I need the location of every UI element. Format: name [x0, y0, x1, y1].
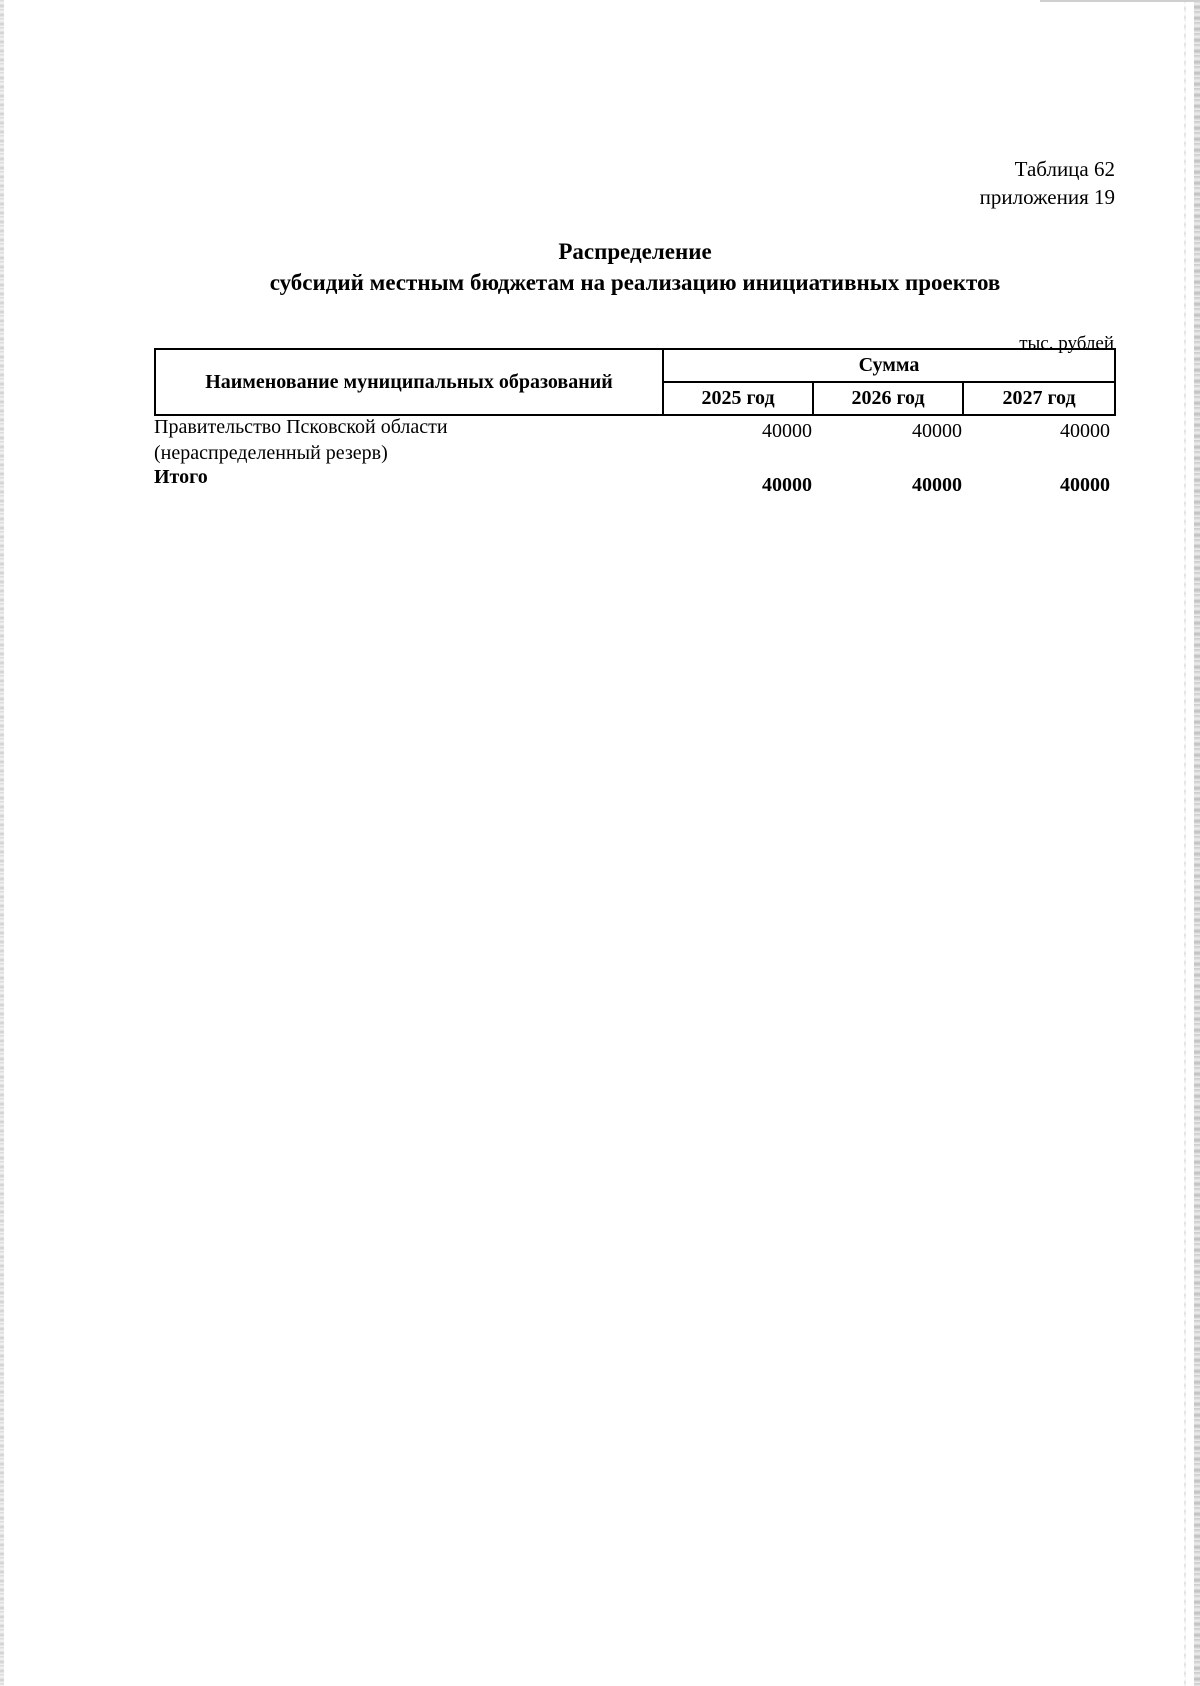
distribution-table-header — [154, 348, 1116, 416]
total-value-2025: 40000 — [762, 474, 812, 496]
total-value-2027: 40000 — [1060, 474, 1110, 496]
total-value-2026: 40000 — [912, 474, 962, 496]
unit-label: тыс. рублей — [1019, 333, 1114, 354]
table-number-ref: Таблица 62 — [1014, 157, 1115, 181]
column-header-year-2027: 2027 год — [963, 382, 1115, 415]
scan-edge-top — [1040, 0, 1200, 2]
column-header-year-2025: 2025 год — [663, 382, 813, 415]
row-value-2025: 40000 — [762, 420, 812, 442]
row-value-2026: 40000 — [912, 420, 962, 442]
column-header-name: Наименование муниципальных образований — [155, 349, 663, 415]
row-name-line2: (нераспределенный резерв) — [154, 442, 388, 464]
total-label: Итого — [154, 466, 208, 488]
row-value-2027: 40000 — [1060, 420, 1110, 442]
document-title: Распределение — [558, 239, 712, 264]
column-header-sum: Сумма — [663, 349, 1115, 382]
document-subtitle: субсидий местным бюджетам на реализацию инициативных проектов — [269, 270, 1001, 295]
appendix-ref: приложения 19 — [979, 185, 1115, 209]
column-header-year-2026: 2026 год — [813, 382, 963, 415]
row-name-line1: Правительство Псковской области — [154, 416, 448, 438]
